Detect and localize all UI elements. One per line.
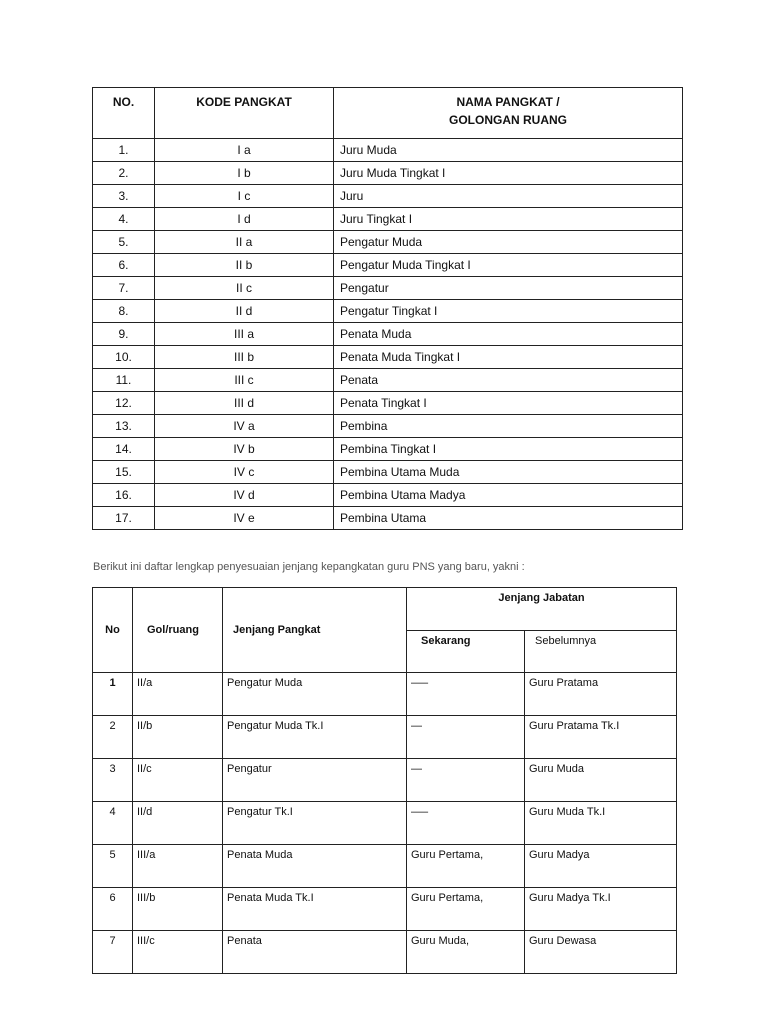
table-row xyxy=(93,484,683,507)
row-no: 4 xyxy=(93,802,133,845)
row-jenjang-pangkat: Pengatur xyxy=(223,759,407,802)
row-jenjang-pangkat: Pengatur Muda Tk.I xyxy=(223,716,407,759)
row-sebelumnya: Guru Pratama xyxy=(525,673,677,716)
table-row xyxy=(93,300,683,323)
table-row xyxy=(93,277,683,300)
header-nama-pangkat xyxy=(334,88,683,139)
header-kode-pangkat: KODE PANGKAT xyxy=(155,88,334,139)
row-nama-pangkat: Pembina xyxy=(334,415,683,438)
table-row xyxy=(93,208,683,231)
table-row xyxy=(93,185,683,208)
row-sekarang: — xyxy=(407,759,525,802)
row-kode-pangkat: I c xyxy=(155,185,334,208)
table-row xyxy=(93,759,677,802)
row-nama-pangkat: Pengatur Tingkat I xyxy=(334,300,683,323)
table-row xyxy=(93,888,677,931)
row-no: 13. xyxy=(93,415,155,438)
row-nama-pangkat: Pengatur Muda xyxy=(334,231,683,254)
row-no: 14. xyxy=(93,438,155,461)
row-no: 1. xyxy=(93,139,155,162)
header-jenjang-pangkat: Jenjang Pangkat xyxy=(223,588,407,673)
table-row xyxy=(93,461,683,484)
row-gol-ruang: II/b xyxy=(133,716,223,759)
row-no: 16. xyxy=(93,484,155,507)
row-no: 1 xyxy=(93,673,133,716)
row-sekarang: — xyxy=(407,716,525,759)
row-kode-pangkat: IV d xyxy=(155,484,334,507)
row-no: 9. xyxy=(93,323,155,346)
row-no: 3 xyxy=(93,759,133,802)
table-row xyxy=(93,802,677,845)
header-nama-line2: GOLONGAN RUANG xyxy=(449,113,567,127)
row-kode-pangkat: III d xyxy=(155,392,334,415)
row-nama-pangkat: Penata xyxy=(334,369,683,392)
row-sekarang: Guru Muda, xyxy=(407,931,525,974)
table-row xyxy=(93,438,683,461)
row-kode-pangkat: III c xyxy=(155,369,334,392)
row-kode-pangkat: III b xyxy=(155,346,334,369)
table-row xyxy=(93,139,683,162)
row-kode-pangkat: II c xyxy=(155,277,334,300)
row-no: 10. xyxy=(93,346,155,369)
row-no: 6 xyxy=(93,888,133,931)
row-kode-pangkat: IV c xyxy=(155,461,334,484)
row-kode-pangkat: II d xyxy=(155,300,334,323)
intro-paragraph: Berikut ini daftar lengkap penyesuaian jenjang kepangkatan guru PNS yang baru, yakni : xyxy=(93,561,525,573)
row-no: 2 xyxy=(93,716,133,759)
row-kode-pangkat: I b xyxy=(155,162,334,185)
pangkat-table xyxy=(92,87,683,530)
row-no: 6. xyxy=(93,254,155,277)
row-kode-pangkat: IV b xyxy=(155,438,334,461)
row-gol-ruang: III/b xyxy=(133,888,223,931)
row-jenjang-pangkat: Penata xyxy=(223,931,407,974)
header-no: NO. xyxy=(93,88,155,139)
header-jenjang-jabatan: Jenjang Jabatan xyxy=(407,588,677,631)
header-sekarang: Sekarang xyxy=(407,631,525,673)
table-row xyxy=(93,162,683,185)
row-nama-pangkat: Penata Muda xyxy=(334,323,683,346)
row-kode-pangkat: III a xyxy=(155,323,334,346)
row-kode-pangkat: I a xyxy=(155,139,334,162)
row-sebelumnya: Guru Dewasa xyxy=(525,931,677,974)
row-no: 3. xyxy=(93,185,155,208)
table-row xyxy=(93,507,683,530)
row-nama-pangkat: Pembina Utama xyxy=(334,507,683,530)
jenjang-table-header-row1 xyxy=(93,588,677,631)
jenjang-table xyxy=(92,587,677,974)
row-nama-pangkat: Pembina Utama Muda xyxy=(334,461,683,484)
header-nama-line1: NAMA PANGKAT / xyxy=(456,95,560,109)
row-no: 17. xyxy=(93,507,155,530)
row-sebelumnya: Guru Muda xyxy=(525,759,677,802)
row-jenjang-pangkat: Pengatur Muda xyxy=(223,673,407,716)
header-gol-ruang: Gol/ruang xyxy=(133,588,223,673)
row-no: 11. xyxy=(93,369,155,392)
row-kode-pangkat: IV e xyxy=(155,507,334,530)
row-gol-ruang: II/c xyxy=(133,759,223,802)
row-no: 12. xyxy=(93,392,155,415)
table-row xyxy=(93,392,683,415)
table-row xyxy=(93,369,683,392)
row-sekarang: —– xyxy=(407,802,525,845)
row-gol-ruang: III/c xyxy=(133,931,223,974)
row-sebelumnya: Guru Madya xyxy=(525,845,677,888)
table-row xyxy=(93,931,677,974)
row-no: 8. xyxy=(93,300,155,323)
table-row xyxy=(93,415,683,438)
row-kode-pangkat: I d xyxy=(155,208,334,231)
row-nama-pangkat: Pengatur Muda Tingkat I xyxy=(334,254,683,277)
row-no: 7. xyxy=(93,277,155,300)
row-gol-ruang: III/a xyxy=(133,845,223,888)
row-no: 5 xyxy=(93,845,133,888)
row-sekarang: Guru Pertama, xyxy=(407,888,525,931)
row-sebelumnya: Guru Muda Tk.I xyxy=(525,802,677,845)
row-no: 2. xyxy=(93,162,155,185)
table-row xyxy=(93,346,683,369)
row-jenjang-pangkat: Penata Muda Tk.I xyxy=(223,888,407,931)
row-nama-pangkat: Penata Muda Tingkat I xyxy=(334,346,683,369)
row-nama-pangkat: Juru Tingkat I xyxy=(334,208,683,231)
row-nama-pangkat: Juru xyxy=(334,185,683,208)
table-row xyxy=(93,716,677,759)
pangkat-table-header xyxy=(93,88,683,139)
row-jenjang-pangkat: Pengatur Tk.I xyxy=(223,802,407,845)
row-nama-pangkat: Pembina Tingkat I xyxy=(334,438,683,461)
header-no: No xyxy=(93,588,133,673)
row-gol-ruang: II/d xyxy=(133,802,223,845)
row-no: 4. xyxy=(93,208,155,231)
table-row xyxy=(93,673,677,716)
row-kode-pangkat: IV a xyxy=(155,415,334,438)
row-no: 7 xyxy=(93,931,133,974)
row-sekarang: —– xyxy=(407,673,525,716)
row-nama-pangkat: Juru Muda xyxy=(334,139,683,162)
row-sebelumnya: Guru Pratama Tk.I xyxy=(525,716,677,759)
row-nama-pangkat: Juru Muda Tingkat I xyxy=(334,162,683,185)
row-nama-pangkat: Pengatur xyxy=(334,277,683,300)
row-no: 15. xyxy=(93,461,155,484)
row-kode-pangkat: II a xyxy=(155,231,334,254)
row-no: 5. xyxy=(93,231,155,254)
table-row xyxy=(93,845,677,888)
table-row xyxy=(93,254,683,277)
header-sebelumnya: Sebelumnya xyxy=(525,631,677,673)
table-row xyxy=(93,231,683,254)
row-sekarang: Guru Pertama, xyxy=(407,845,525,888)
table-row xyxy=(93,323,683,346)
row-nama-pangkat: Penata Tingkat I xyxy=(334,392,683,415)
row-jenjang-pangkat: Penata Muda xyxy=(223,845,407,888)
row-kode-pangkat: II b xyxy=(155,254,334,277)
row-gol-ruang: II/a xyxy=(133,673,223,716)
row-sebelumnya: Guru Madya Tk.I xyxy=(525,888,677,931)
row-nama-pangkat: Pembina Utama Madya xyxy=(334,484,683,507)
